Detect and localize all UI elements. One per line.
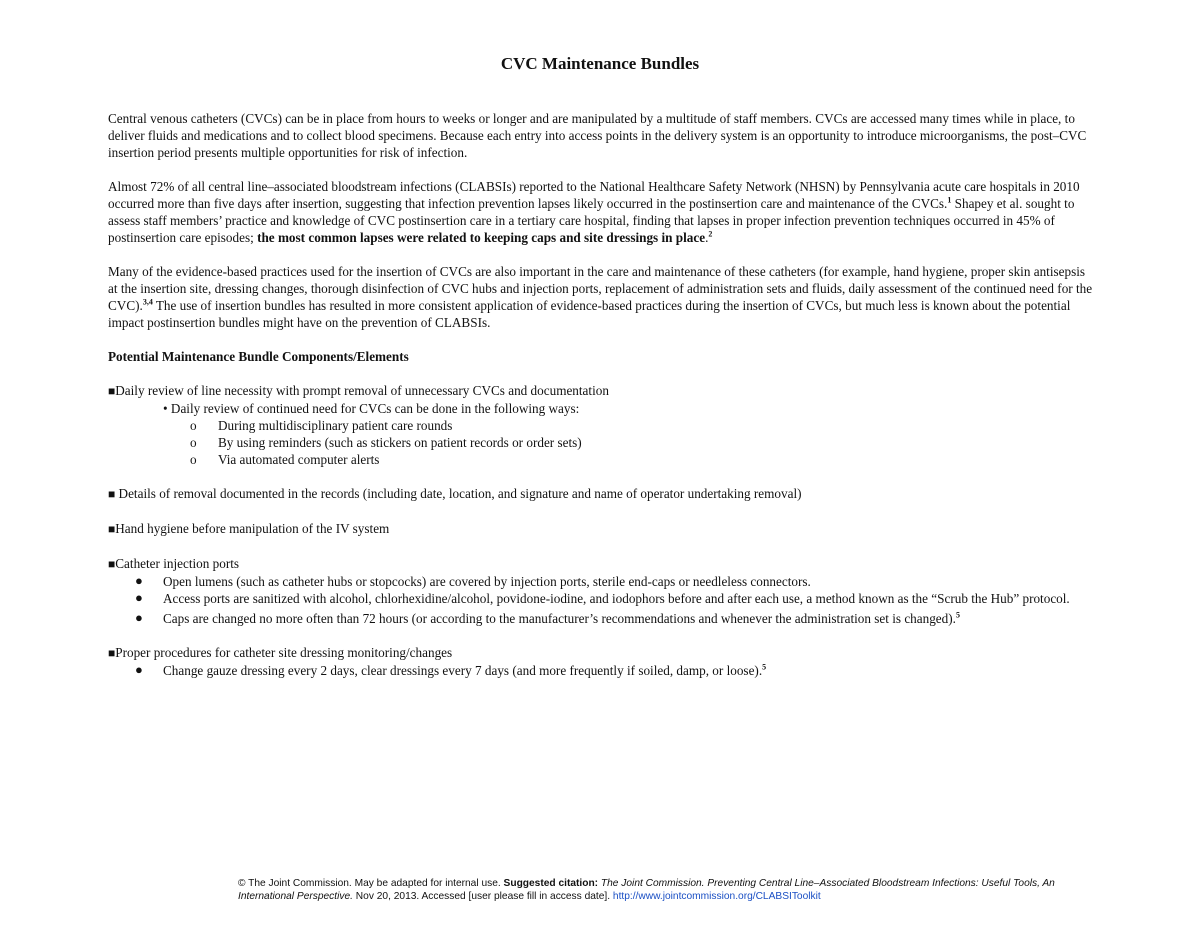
intro-paragraph: Central venous catheters (CVCs) can be in place from hours to weeks or longer and are manipulated by a multitude of staff members. CVCs are accessed many times while in place, to deliver fluids and medications and to collect blood specimens. Because each entry into access points in the delivery system is an opportunity to introduce microorganisms, the post–CVC insertion period presents multiple opportunities for risk of infection. — [108, 111, 1087, 160]
list-item: o During multidisciplinary patient care rounds — [190, 418, 453, 433]
square-bullet-icon: ■ — [108, 384, 116, 398]
reference-1: 1 — [947, 195, 952, 205]
reference-3-4: 3,4 — [142, 297, 153, 307]
bundle-item-text: Catheter injection ports — [115, 556, 240, 571]
square-bullet-icon: ■ — [108, 646, 116, 660]
list-item: ● Access ports are sanitized with alcohol, chlorhexidine/alcohol, povidone-iodine, and iodophors before and after each use, a method known as the “Scrub the Hub” protocol. — [135, 590, 1070, 606]
list-item: o By using reminders (such as stickers on patient records or order sets) — [190, 435, 582, 450]
square-bullet-icon: ■ — [108, 557, 116, 571]
reference-5: 5 — [955, 610, 960, 620]
practices-text-b: The use of insertion bundles has resulted in more consistent application of evidence-based practices during the insertion of CVCs, but much less is known about the potential impact postinsertion bundles might have on the prevention of CLABSIs. — [108, 298, 1071, 330]
section-heading: Potential Maintenance Bundle Components/Elements — [108, 349, 409, 364]
round-bullet-icon: ● — [135, 610, 143, 625]
bundle-item-injection-ports — [108, 555, 1093, 627]
round-bullet-icon: ● — [135, 590, 143, 605]
circle-bullet-icon: o — [190, 435, 197, 450]
list-item: ● Caps are changed no more often than 72 hours (or according to the manufacturer’s recommendations and whenever the administration set is changed).$^5$ — [135, 610, 960, 626]
bundle-item-removal-details — [108, 485, 1093, 503]
copyright-text: © The Joint Commission. May be adapted for internal use. — [238, 878, 504, 889]
reference-2: 2 — [708, 229, 713, 239]
bundle-item-hand-hygiene — [108, 520, 1093, 538]
statistics-text-a: Almost 72% of all central line–associated bloodstream infections (CLABSIs) reported to the National Healthcare Safety Network (NHSN) by Pennsylvania acute care hospitals in 2010 occurred more than five days after insertion, suggesting that infection prevention lapses likely occurred in the postinsertion care and maintenance of the CVCs. — [108, 179, 1080, 211]
document-body — [108, 110, 1093, 696]
bundle-item-text: Proper procedures for catheter site dressing monitoring/changes — [115, 645, 453, 660]
statistics-text-b: Shapey et al. sought to assess staff members’ practice and knowledge of CVC postinsertion care in a tertiary care hospital, finding that lapses in proper infection prevention techniques occurred in 45% of postinsertion care episodes; — [108, 196, 1075, 245]
citation-date: Nov 20, 2013. Accessed [user please fill in access date]. — [352, 891, 613, 902]
citation-label: Suggested citation: — [503, 878, 599, 889]
round-bullet-icon: ● — [135, 573, 143, 588]
list-item: ● Change gauze dressing every 2 days, clear dressings every 7 days (and more frequently if soiled, damp, or loose).$^5$ — [135, 662, 767, 678]
list-item: o Via automated computer alerts — [190, 452, 380, 467]
page-title: CVC Maintenance Bundles — [500, 54, 700, 73]
square-bullet-icon: ■ — [108, 522, 116, 536]
bundle-item-text: Hand hygiene before manipulation of the IV system — [115, 521, 390, 536]
statistics-text-c: . — [705, 230, 709, 245]
reference-5: 5 — [762, 662, 767, 672]
bundle-item-dressing — [108, 644, 1093, 679]
sub-item-text: Daily review of continued need for CVCs can be done in the following ways: — [170, 401, 580, 416]
lapses-emphasis: the most common lapses were related to keeping caps and site dressings in place — [257, 230, 706, 245]
practices-text-a: Many of the evidence-based practices used for the insertion of CVCs are also important in the care and maintenance of these catheters (for example, hand hygiene, proper skin antisepsis at the insertion site, dressing changes, thorough disinfection of CVC hubs and injection ports, replacement of administration sets and fluids, daily assessment of the continued need for the CVC). — [108, 264, 1093, 313]
footer-citation — [238, 877, 1068, 903]
bundle-item-line-necessity — [108, 382, 1093, 468]
citation-title: The Joint Commission. Preventing Central Line–Associated Bloodstream Infections: Useful Tools, An International Perspective. — [238, 878, 1055, 902]
square-bullet-icon: ■ — [108, 487, 116, 501]
practices-paragraph — [108, 263, 1093, 331]
round-bullet-icon: ● — [135, 662, 143, 677]
statistics-paragraph — [108, 178, 1093, 246]
toolkit-link[interactable]: http://www.jointcommission.org/CLABSIToolkit — [612, 891, 821, 902]
list-item: ● Open lumens (such as catheter hubs or stopcocks) are covered by injection ports, sterile end-caps or needleless connectors. — [135, 573, 811, 589]
circle-bullet-icon: o — [190, 452, 197, 467]
circle-bullet-icon: o — [190, 418, 197, 433]
bundle-item-text: Details of removal documented in the records (including date, location, and signature and name of operator undertaking removal) — [115, 486, 802, 501]
bundle-item-text: Daily review of line necessity with prompt removal of unnecessary CVCs and documentation — [115, 383, 609, 398]
dot-bullet-icon: • — [163, 401, 168, 416]
